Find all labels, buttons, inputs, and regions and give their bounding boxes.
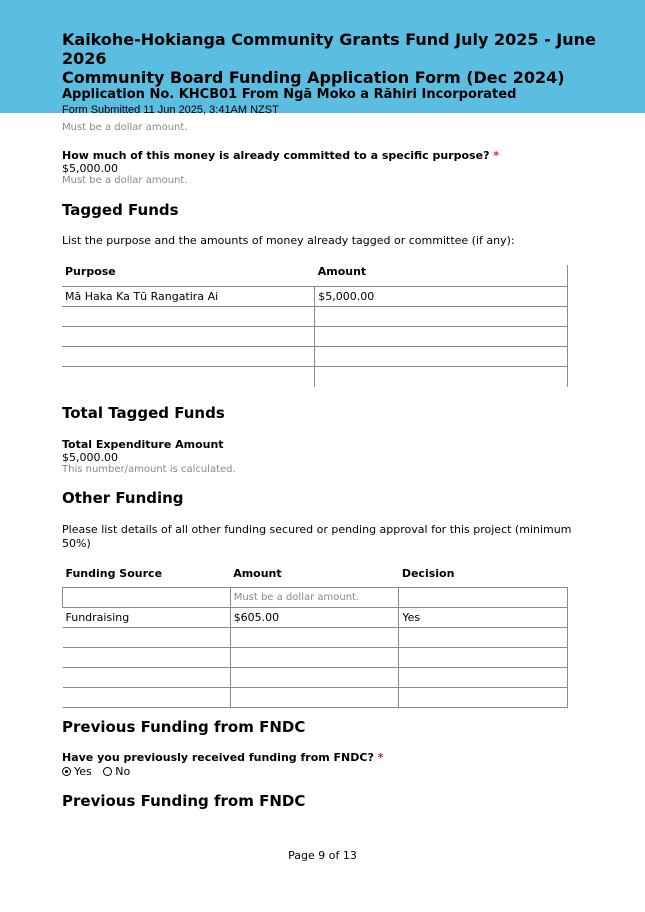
table-cell (63, 647, 231, 667)
table-cell (399, 667, 568, 687)
tagged-funds-heading: Tagged Funds (62, 201, 179, 219)
table-cell (63, 627, 231, 647)
other-funding-heading: Other Funding (62, 489, 184, 507)
radio-no-label: No (115, 765, 131, 778)
table-cell (62, 347, 315, 367)
table-cell (230, 627, 399, 647)
committed-hint: Must be a dollar amount. (62, 175, 188, 186)
table-cell (230, 687, 399, 707)
amount-hint-cell: Must be a dollar amount. (230, 587, 399, 607)
table-cell: $605.00 (230, 607, 399, 627)
previous-funding-question-text: Have you previously received funding from FNDC? (62, 751, 374, 764)
table-cell: Yes (399, 607, 568, 627)
table-header-row (62, 265, 568, 287)
column-header: Purpose (65, 265, 116, 278)
table-cell (62, 367, 315, 387)
previous-funding-question (62, 751, 383, 764)
table-cell (230, 647, 399, 667)
table-row (62, 347, 568, 367)
table-row (62, 287, 568, 307)
table-row (62, 327, 568, 347)
page-number: Page 9 of 13 (288, 849, 357, 862)
table-cell (399, 687, 568, 707)
required-mark: * (377, 751, 384, 764)
total-expenditure-value: $5,000.00 (62, 451, 118, 464)
table-cell (63, 667, 231, 687)
table-row (63, 607, 568, 627)
radio-yes-label: Yes (74, 765, 92, 778)
total-expenditure-label: Total Expenditure Amount (62, 438, 224, 451)
committed-question-text: How much of this money is already committed to a specific purpose? (62, 149, 490, 162)
table-cell (315, 347, 568, 367)
submitted-date: Form Submitted 11 Jun 2025, 3:41AM NZST (62, 104, 279, 116)
committed-value: $5,000.00 (62, 162, 118, 175)
previous-funding-options (62, 765, 130, 778)
table-row (62, 307, 568, 327)
other-funding-table (62, 567, 568, 708)
column-header: Decision (401, 567, 455, 580)
table-row (63, 687, 568, 707)
table-row (63, 647, 568, 667)
table-row (63, 627, 568, 647)
form-header (0, 0, 645, 116)
table-cell (399, 587, 568, 607)
table-cell: $5,000.00 (315, 287, 568, 307)
column-header: Amount (233, 567, 282, 580)
table-cell (62, 307, 315, 327)
table-cell (63, 687, 231, 707)
table-cell (230, 667, 399, 687)
radio-no[interactable] (103, 765, 130, 778)
table-cell (399, 627, 568, 647)
other-funding-instruction: Please list details of all other funding secured or pending approval for this project (minimum 50%) (62, 523, 572, 550)
table-cell (315, 367, 568, 387)
previous-funding-heading: Previous Funding from FNDC (62, 718, 306, 736)
committed-question (62, 149, 499, 162)
total-tagged-heading: Total Tagged Funds (62, 404, 225, 422)
table-row (63, 587, 568, 607)
table-cell (315, 307, 568, 327)
table-header-row (63, 567, 568, 587)
radio-selected-icon (62, 767, 71, 776)
required-mark: * (493, 149, 500, 162)
column-header: Amount (315, 265, 568, 287)
previous-funding-heading-2: Previous Funding from FNDC (62, 792, 306, 810)
table-cell (399, 647, 568, 667)
table-cell (315, 327, 568, 347)
tagged-funds-instruction: List the purpose and the amounts of money already tagged or committee (if any): (62, 234, 515, 247)
table-row (63, 667, 568, 687)
fund-title: Kaikohe-Hokianga Community Grants Fund July 2025 - June 2026 (62, 30, 596, 68)
tagged-funds-table (62, 265, 568, 387)
table-cell (63, 587, 231, 607)
column-header: Funding Source (65, 567, 163, 580)
top-hint: Must be a dollar amount. (62, 122, 188, 133)
total-expenditure-hint: This number/amount is calculated. (62, 464, 236, 475)
table-cell: Mā Haka Ka Tū Rangatira Ai (62, 287, 315, 307)
radio-yes[interactable] (62, 765, 92, 778)
table-cell (62, 327, 315, 347)
application-number: Application No. KHCB01 From Ngā Moko a Rāhiri Incorporated (62, 87, 517, 102)
table-cell: Fundraising (63, 607, 231, 627)
radio-empty-icon (103, 767, 112, 776)
form-title: Community Board Funding Application Form (Dec 2024) (62, 68, 565, 87)
table-row (62, 367, 568, 387)
